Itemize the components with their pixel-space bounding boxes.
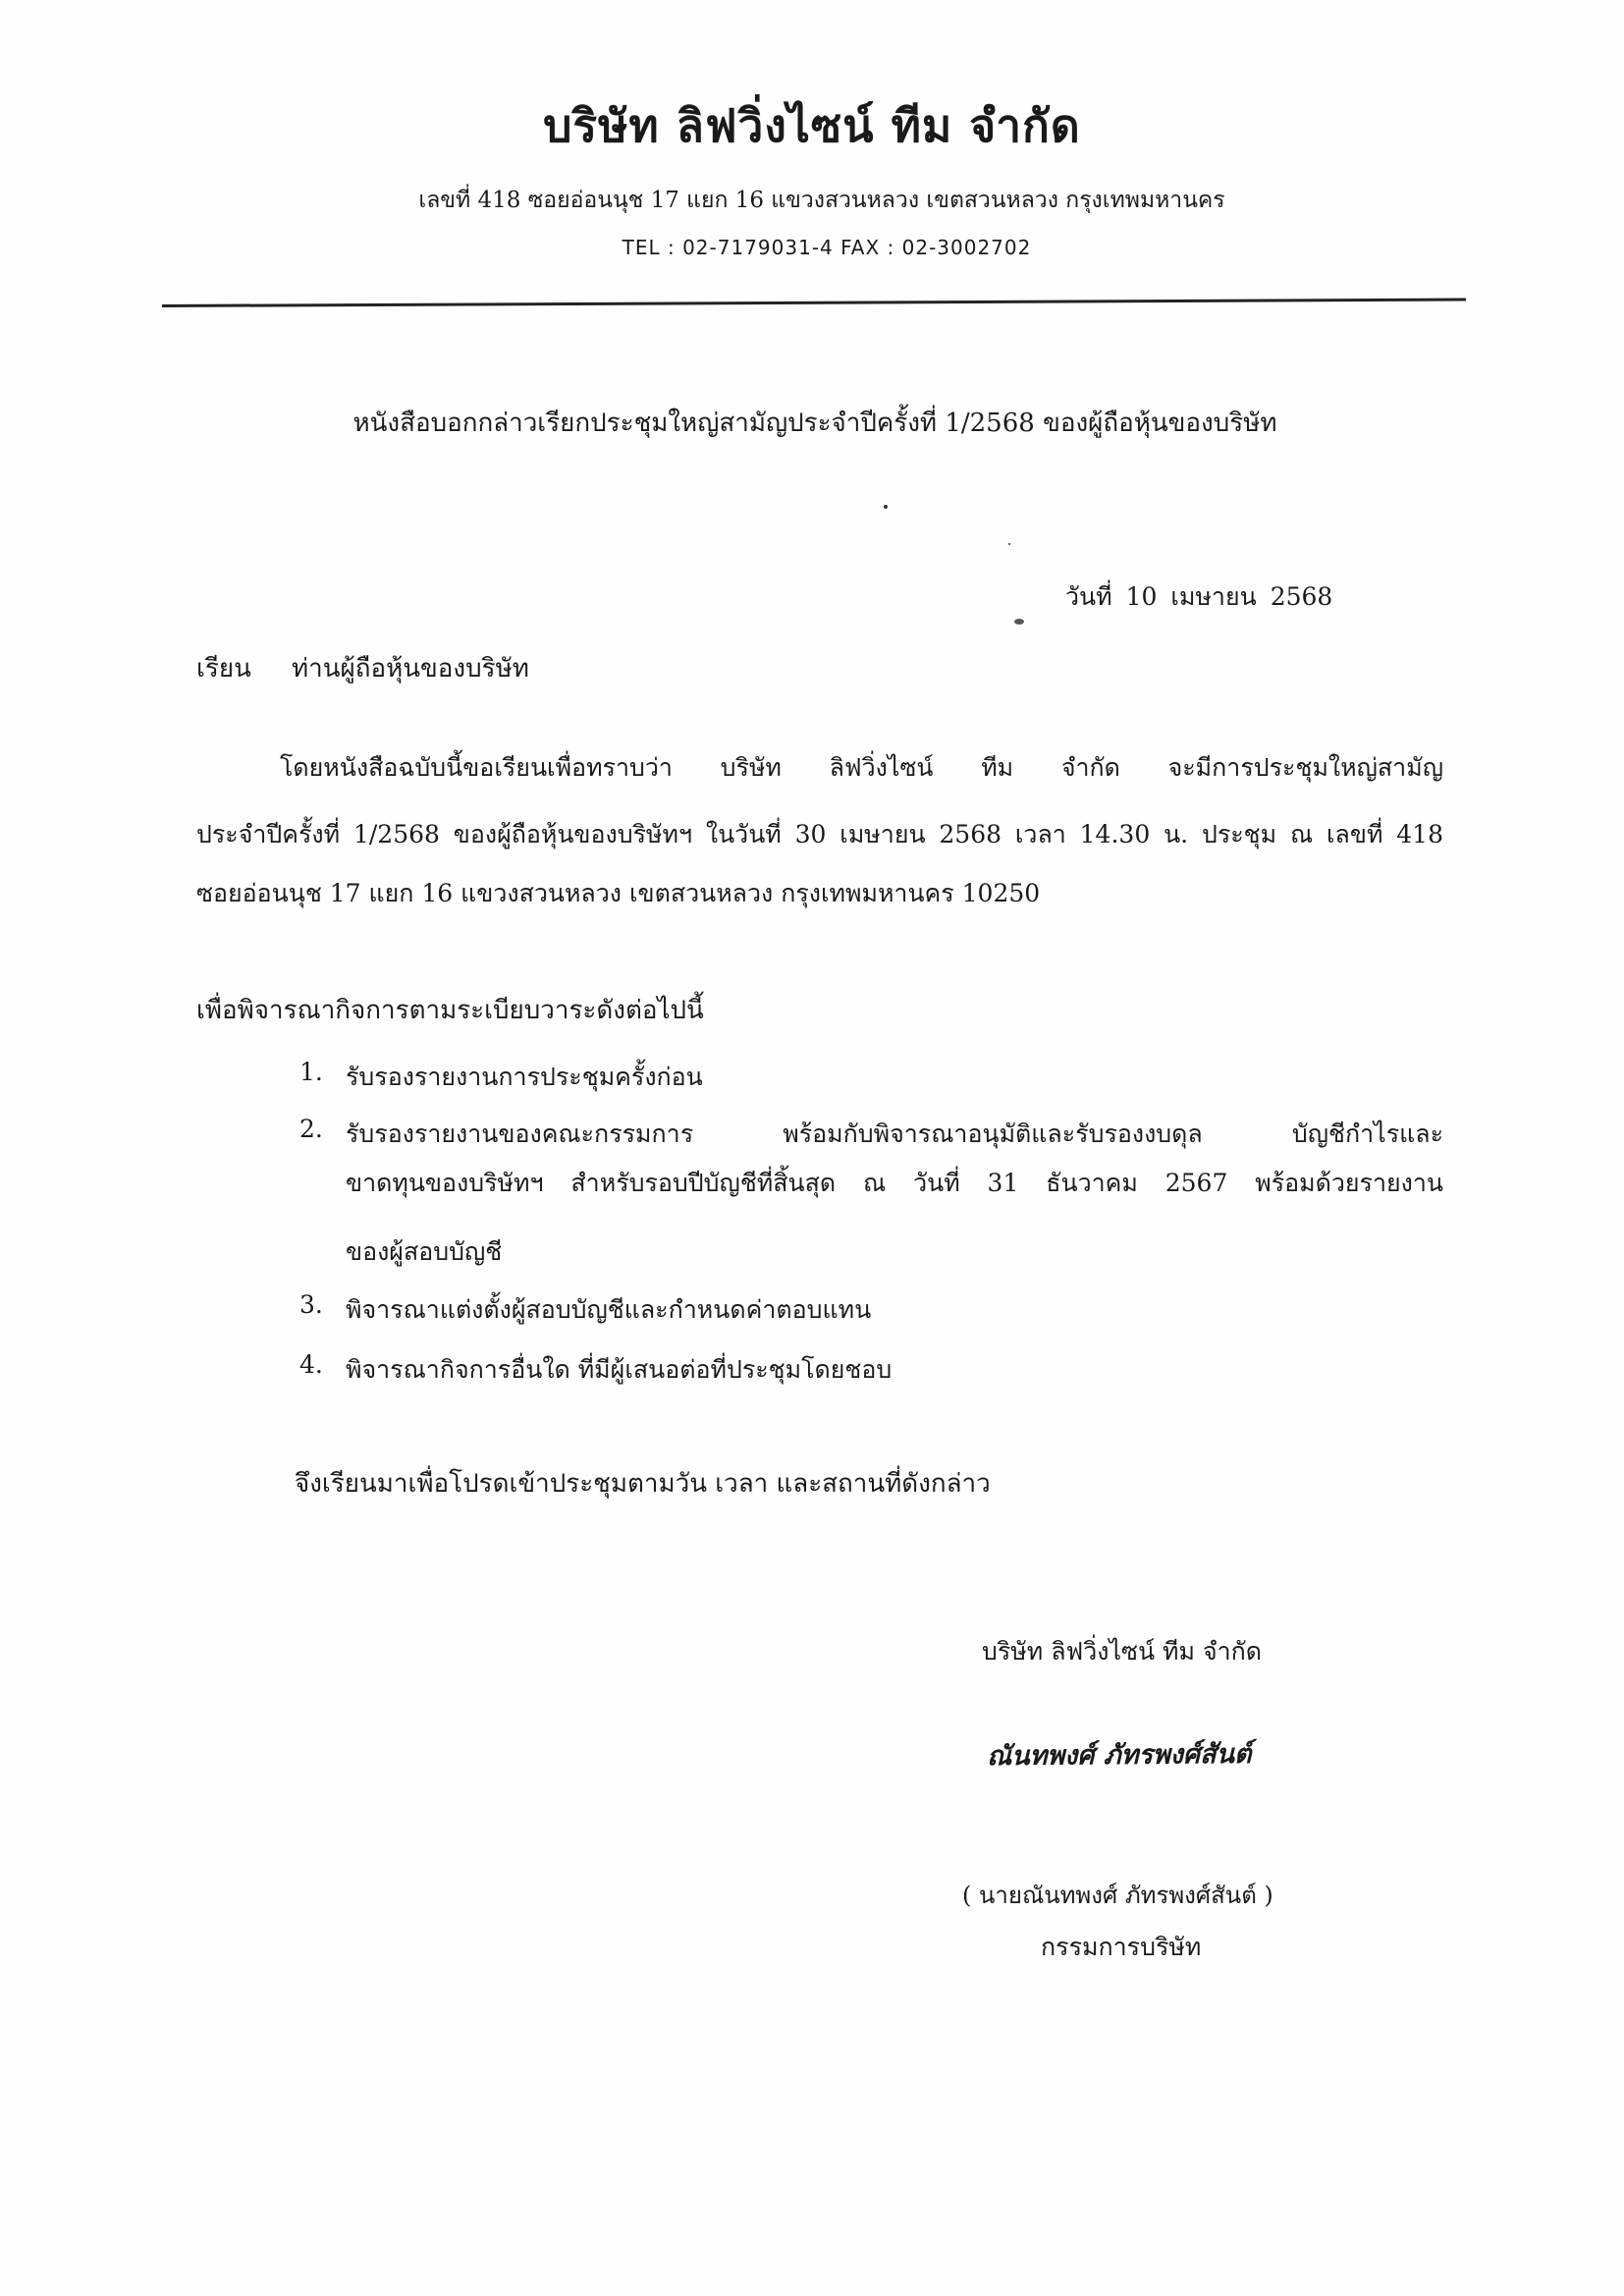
agenda-item-text: ขาดทุนของบริษัทฯ สำหรับรอบปีบัญชีที่สิ้นสุด ณ วันที่ 31 ธันวาคม 2567 พร้อมด้วยรายงาน	[346, 1169, 1443, 1197]
body-paragraph-line: ซอยอ่อนนุช 17 แยก 16 แขวงสวนหลวง เขตสวนหลวง กรุงเทพมหานคร 10250	[196, 879, 1041, 907]
agenda-item-number: 2.	[299, 1115, 323, 1143]
agenda-item-number: 4.	[299, 1350, 323, 1379]
header-divider	[162, 299, 1466, 307]
agenda-item-text: พิจารณากิจการอื่นใด ที่มีผู้เสนอต่อที่ประชุมโดยชอบ	[346, 1355, 893, 1384]
company-contact: TEL : 02-7179031-4 FAX : 02-3002702	[622, 236, 1032, 259]
body-paragraph-line: โดยหนังสือฉบับนี้ขอเรียนเพื่อทราบว่า บริษัท ลิฟวิ่งไซน์ ทีม จำกัด จะมีการประชุมใหญ่สามัญ	[280, 753, 1443, 782]
company-name: บริษัท ลิฟวิ่งไซน์ ทีม จำกัด	[543, 99, 1081, 152]
letter-date	[1065, 577, 1332, 617]
salutation	[196, 648, 529, 688]
salutation-recipient: ท่านผู้ถือหุ้นของบริษัท	[292, 654, 529, 683]
agenda-item-text: พิจารณาแต่งตั้งผู้สอบบัญชีและกำหนดค่าตอบแทน	[346, 1295, 872, 1324]
scan-speck	[884, 505, 888, 509]
agenda-intro: เพื่อพิจารณากิจการตามระเบียบวาระดังต่อไปนี้	[196, 996, 704, 1025]
date-day: 10	[1125, 582, 1158, 611]
scan-speck	[1008, 543, 1010, 545]
body-paragraph-line: ประจำปีครั้งที่ 1/2568 ของผู้ถือหุ้นของบริษัทฯ ในวันที่ 30 เมษายน 2568 เวลา 14.30 น. ประชุม ณ เลขที่ 418	[196, 820, 1443, 848]
salutation-label: เรียน	[196, 654, 251, 683]
date-year: 2568	[1270, 582, 1333, 611]
closing-sentence: จึงเรียนมาเพื่อโปรดเข้าประชุมตามวัน เวลา และสถานที่ดังกล่าว	[295, 1469, 991, 1499]
agenda-item-number: 1.	[299, 1058, 323, 1086]
scan-speck	[1014, 619, 1024, 625]
agenda-item-number: 3.	[299, 1290, 323, 1319]
company-address: เลขที่ 418 ซอยอ่อนนุช 17 แยก 16 แขวงสวนหลวง เขตสวนหลวง กรุงเทพมหานคร	[418, 188, 1225, 213]
agenda-item-text: ของผู้สอบบัญชี	[346, 1237, 503, 1266]
agenda-item-text: รับรองรายงานของคณะกรรมการ พร้อมกับพิจารณาอนุมัติและรับรองงบดุล บัญชีกำไรและ	[346, 1120, 1443, 1148]
signatory-title: กรรมการบริษัท	[1041, 1933, 1202, 1961]
date-month: เมษายน	[1170, 582, 1257, 611]
agenda-item-text: รับรองรายงานการประชุมครั้งก่อน	[346, 1063, 703, 1091]
signature-company: บริษัท ลิฟวิ่งไซน์ ทีม จำกัด	[982, 1637, 1263, 1666]
letter-subject: หนังสือบอกกล่าวเรียกประชุมใหญ่สามัญประจำปีครั้งที่ 1/2568 ของผู้ถือหุ้นของบริษัท	[352, 409, 1277, 438]
handwritten-signature: ณันทพงศ์ ภัทรพงศ์สันต์	[986, 1738, 1252, 1773]
signatory-name: ( นายณันทพงศ์ ภัทรพงศ์สันต์ )	[962, 1882, 1273, 1909]
date-label: วันที่	[1065, 582, 1112, 611]
